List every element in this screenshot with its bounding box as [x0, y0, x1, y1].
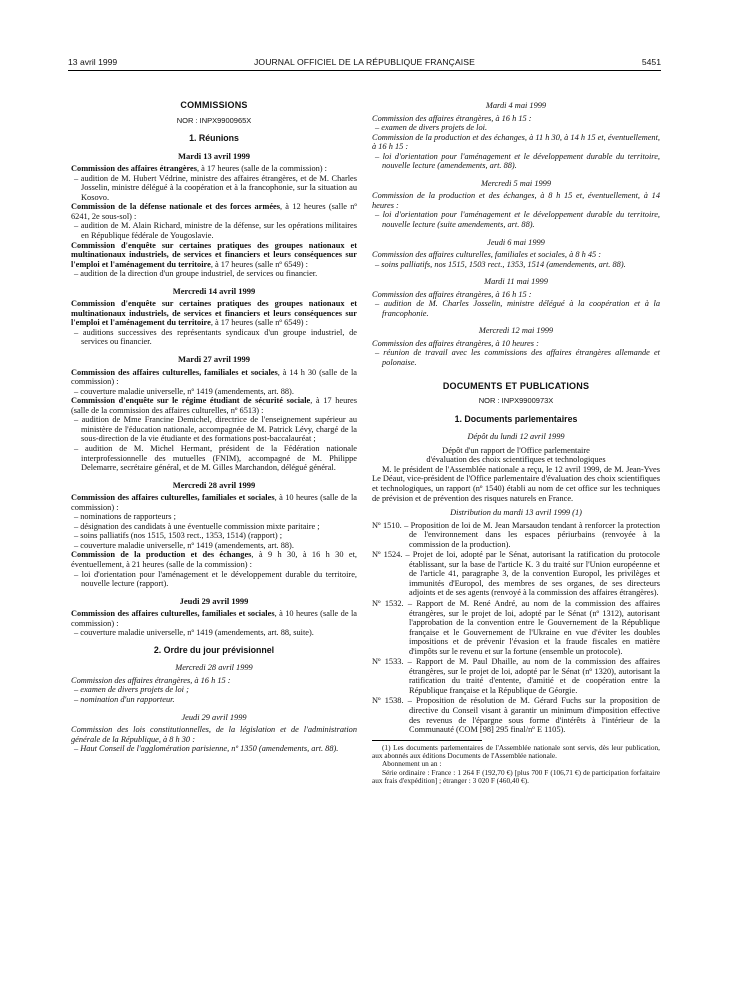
- document-entry: Nº 1533. – Rapport de M. Paul Dhaille, au nom de la commission des affaires étrangères, sur le projet de loi, adopté par le Sénat (nº 1320), autorisant la ratification du traité d'entente, d'amitié et de coopération entre la République française et la République de Géorgie.: [372, 657, 660, 695]
- entry: Commission des affaires étrangères, à 17 heures (salle de la commission) :: [71, 164, 327, 174]
- section-title-documents: DOCUMENTS ET PUBLICATIONS: [442, 380, 590, 391]
- entry: Commission des affaires culturelles, familiales et sociales, à 14 h 30 (salle de la commission) :: [71, 367, 357, 387]
- list-item: – examen de divers projets de loi ;: [74, 685, 189, 695]
- nor-reference: NOR : INPX9900973X: [478, 396, 554, 406]
- day-heading: Mardi 4 mai 1999: [485, 101, 547, 110]
- list-item: – réunion de travail avec les commissions des affaires étrangères allemande et polonaise.: [375, 348, 660, 368]
- entry: Commission des affaires étrangères, à 16 h 15 :: [372, 113, 532, 123]
- list-item: – couverture maladie universelle, nº 1419 (amendements, art. 88).: [74, 386, 294, 396]
- day-heading: Mardi 13 avril 1999: [177, 150, 250, 161]
- distribution-heading: Distribution du mardi 13 avril 1999 (1): [450, 508, 582, 518]
- header-rule: [68, 70, 661, 71]
- header-title: JOURNAL OFFICIEL DE LA RÉPUBLIQUE FRANÇAISE: [254, 57, 475, 67]
- list-item: – couverture maladie universelle, nº 1419 (amendements, art. 88, suite).: [74, 628, 314, 638]
- list-item: – audition de la direction d'un groupe industriel, de services ou financier.: [74, 269, 318, 279]
- list-item: – loi d'orientation pour l'aménagement et le développement durable du territoire, nouvelle lecture (suite amendements, art. 88).: [375, 210, 660, 230]
- entry: Commission d'enquête sur le régime étudiant de sécurité sociale, à 17 heures (salle de la commission des affaires culturelles, nº 6513) :: [71, 396, 357, 415]
- footnote-rule: [372, 740, 482, 741]
- list-item: – désignation des candidats à une éventuelle commission mixte paritaire ;: [74, 521, 320, 531]
- day-heading: Jeudi 29 avril 1999: [181, 712, 247, 722]
- document-entry: Nº 1510. – Proposition de loi de M. Jean Marsaudon tendant à renforcer la protection de l'environnement dans les espaces périurbains (renvoyée à la commission de la production).: [372, 520, 660, 549]
- entry: Commission des affaires étrangères, à 16 h 15 :: [71, 675, 231, 685]
- section-title-commissions: COMMISSIONS: [180, 100, 248, 110]
- deposit-date: Dépôt du lundi 12 avril 1999: [467, 432, 565, 442]
- entry: Commission des affaires culturelles, familiales et sociales, à 8 h 45 :: [372, 250, 602, 260]
- list-item: – audition de M. Charles Josselin, ministre délégué à la coopération et à la francophonie.: [375, 299, 660, 318]
- list-item: – audition de M. Hubert Védrine, ministre des affaires étrangères, et de M. Charles Josselin, ministre délégué à la coopération et à la francophonie, sur la situation au Kosovo.: [74, 173, 357, 202]
- footnote-subscription-label: Abonnement un an :: [382, 759, 442, 769]
- day-heading: Mardi 27 avril 1999: [177, 354, 250, 365]
- day-heading: Mercredi 5 mai 1999: [480, 178, 552, 188]
- day-heading: Mercredi 14 avril 1999: [172, 285, 256, 296]
- header-date: 13 avril 1999: [68, 57, 118, 67]
- footnote-subscription-prices: Série ordinaire : France : 1 264 F (192,70 €) [plus 700 F (106,71 €) de participation forfaitaire aux frais d'expédition] ; étranger : 3 020 F (460,40 €).: [372, 767, 660, 786]
- list-item: – soins palliatifs, nos 1515, 1503 rect., 1353, 1514 (amendements, art. 88).: [375, 259, 626, 269]
- subsection-ordre-du-jour: 2. Ordre du jour prévisionnel: [153, 644, 275, 655]
- entry: Commission des affaires étrangères, à 10 heures :: [372, 338, 539, 348]
- day-heading: Mardi 11 mai 1999: [484, 277, 548, 287]
- left-column: [71, 101, 357, 754]
- footnote: [372, 744, 660, 786]
- right-column: [372, 101, 660, 786]
- deposit-title-line-2: d'évaluation des choix scientifiques et technologiques: [426, 455, 606, 465]
- deposit-title-line-1: Dépôt d'un rapport de l'Office parlementaire: [442, 445, 590, 455]
- list-item: – audition de M. Alain Richard, ministre de la défense, sur les opérations militaires en République fédérale de Yougoslavie.: [74, 221, 357, 241]
- entry: Commission des affaires culturelles, familiales et sociales, à 10 heures (salle de la commission) :: [71, 609, 357, 628]
- document-entry: Nº 1532. – Rapport de M. René André, au nom de la commission des affaires étrangères, sur le projet de loi, adopté par le Sénat (nº 1312), autorisant l'approbation de la convention entre le Gouvernement de la République française et le Gouvernement de l'Ukraine en vue d'éviter les doubles impositions et de prévenir l'évasion et la fraude fiscales en matière d'impôts sur le revenu et sur la fortune (ensemble un protocole).: [372, 598, 660, 656]
- entry: Commission de la production et des échanges, à 8 h 15 et, éventuellement, à 14 heures :: [372, 191, 660, 210]
- entry: Commission d'enquête sur certaines pratiques des groupes nationaux et multinationaux industriels, de services et financiers et leurs conséquences sur l'emploi et l'aménagement du territoire, à 17 heures (salle nº 6549) :: [71, 240, 357, 269]
- list-item: – audition de Mme Francine Demichel, directrice de l'enseignement supérieur au ministère de l'éducation nationale, accompagnée de M. Patrick Lévy, chargé de la sous-direction de la vie étudiante et des formations post-baccalauréat ;: [74, 415, 357, 444]
- day-heading: Mercredi 12 mai 1999: [478, 326, 554, 336]
- day-heading: Mercredi 28 avril 1999: [172, 479, 256, 490]
- entry: Commission des affaires étrangères, à 16 h 15 :: [372, 289, 532, 299]
- list-item: – audition de M. Michel Hermant, président de la Fédération nationale interprofessionnelle des mutuelles (FNIM), accompagné de M. Philippe Delemarre, secrétaire général, et de M. Gilles Marchandon, délégué général.: [74, 443, 357, 473]
- list-item: – nomination d'un rapporteur.: [74, 694, 175, 704]
- document-entry: Nº 1524. – Projet de loi, adopté par le Sénat, autorisant la ratification du protocole établissant, sur la base de l'article K. 3 du traité sur l'Union européenne et de l'article 41, paragraphe 3, de la convention Europol, les privilèges et immunités d'Europol, des membres de ses organes, de ses directeurs adjoints et de ses agents (renvoyé à la commission des affaires étrangères).: [372, 550, 660, 598]
- entry: Commission de la production et des échanges, à 11 h 30, à 14 h 15 et, éventuellement, à 16 h 15 :: [372, 132, 660, 152]
- list-item: – examen de divers projets de loi.: [375, 123, 488, 133]
- entry: Commission de la défense nationale et des forces armées, à 12 heures (salle nº 6241, 2e sous-sol) :: [71, 202, 357, 221]
- entry: Commission des lois constitutionnelles, de la législation et de l'administration générale de la République, à 8 h 30 :: [71, 725, 357, 744]
- footnote-text: (1) Les documents parlementaires de l'Assemblée nationale sont servis, dès leur publication, aux abonnés aux éditions Documents de l'Assemblée nationale.: [372, 742, 660, 761]
- entry: Commission des affaires culturelles, familiales et sociales, à 10 heures (salle de la commission) :: [71, 493, 357, 512]
- subsection-reunions: 1. Réunions: [189, 133, 239, 144]
- page-header: [68, 57, 661, 71]
- deposit-paragraph: M. le président de l'Assemblée nationale a reçu, le 12 avril 1999, de M. Jean-Yves Le Déaut, vice-président de l'Office parlementaire d'évaluation des choix scientifiques et technologiques, un rapport (nº 1540) établi au nom de cet office sur les techniques de prévision et de prévention des risques naturels en France.: [372, 464, 660, 503]
- list-item: – loi d'orientation pour l'aménagement et le développement durable du territoire, nouvelle lecture (rapport).: [74, 569, 357, 589]
- list-item: – Haut Conseil de l'agglomération parisienne, nº 1350 (amendements, art. 88).: [74, 744, 339, 754]
- list-item: – soins palliatifs (nos 1515, 1503 rect., 1353, 1514) (rapport) ;: [74, 531, 283, 541]
- list-item: – auditions successives des représentants syndicaux d'un groupe industriel, de services ou financier.: [74, 327, 357, 347]
- list-item: – couverture maladie universelle, nº 1419 (amendements, art. 88).: [74, 540, 294, 550]
- header-page-number: 5451: [641, 57, 661, 67]
- entry: Commission de la production et des échanges, à 9 h 30, à 16 h 30 et, éventuellement, à 21 heures (salle de la commission) :: [71, 550, 357, 569]
- entry: Commission d'enquête sur certaines pratiques des groupes nationaux et multinationaux industriels, de services et financiers et leurs conséquences sur l'emploi et l'aménagement du territoire, à 17 heures (salle nº 6549) :: [71, 299, 357, 328]
- list-item: – nominations de rapporteurs ;: [74, 512, 176, 522]
- list-item: – loi d'orientation pour l'aménagement et le développement durable du territoire, nouvelle lecture (amendements, art. 88).: [375, 151, 660, 171]
- day-heading: Jeudi 6 mai 1999: [487, 237, 545, 247]
- nor-reference: NOR : INPX9900965X: [176, 115, 252, 125]
- day-heading: Mercredi 28 avril 1999: [175, 663, 253, 673]
- day-heading: Jeudi 29 avril 1999: [179, 595, 249, 606]
- subsection-documents-parlementaires: 1. Documents parlementaires: [454, 413, 578, 424]
- document-entry: Nº 1538. – Proposition de résolution de M. Gérard Fuchs sur la proposition de directive du Conseil visant à garantir un minimum d'imposition effective des revenus de l'épargne sous forme d'intérêts à l'intérieur de la Communauté (COM [98] 295 final/nº E 1105).: [372, 696, 660, 735]
